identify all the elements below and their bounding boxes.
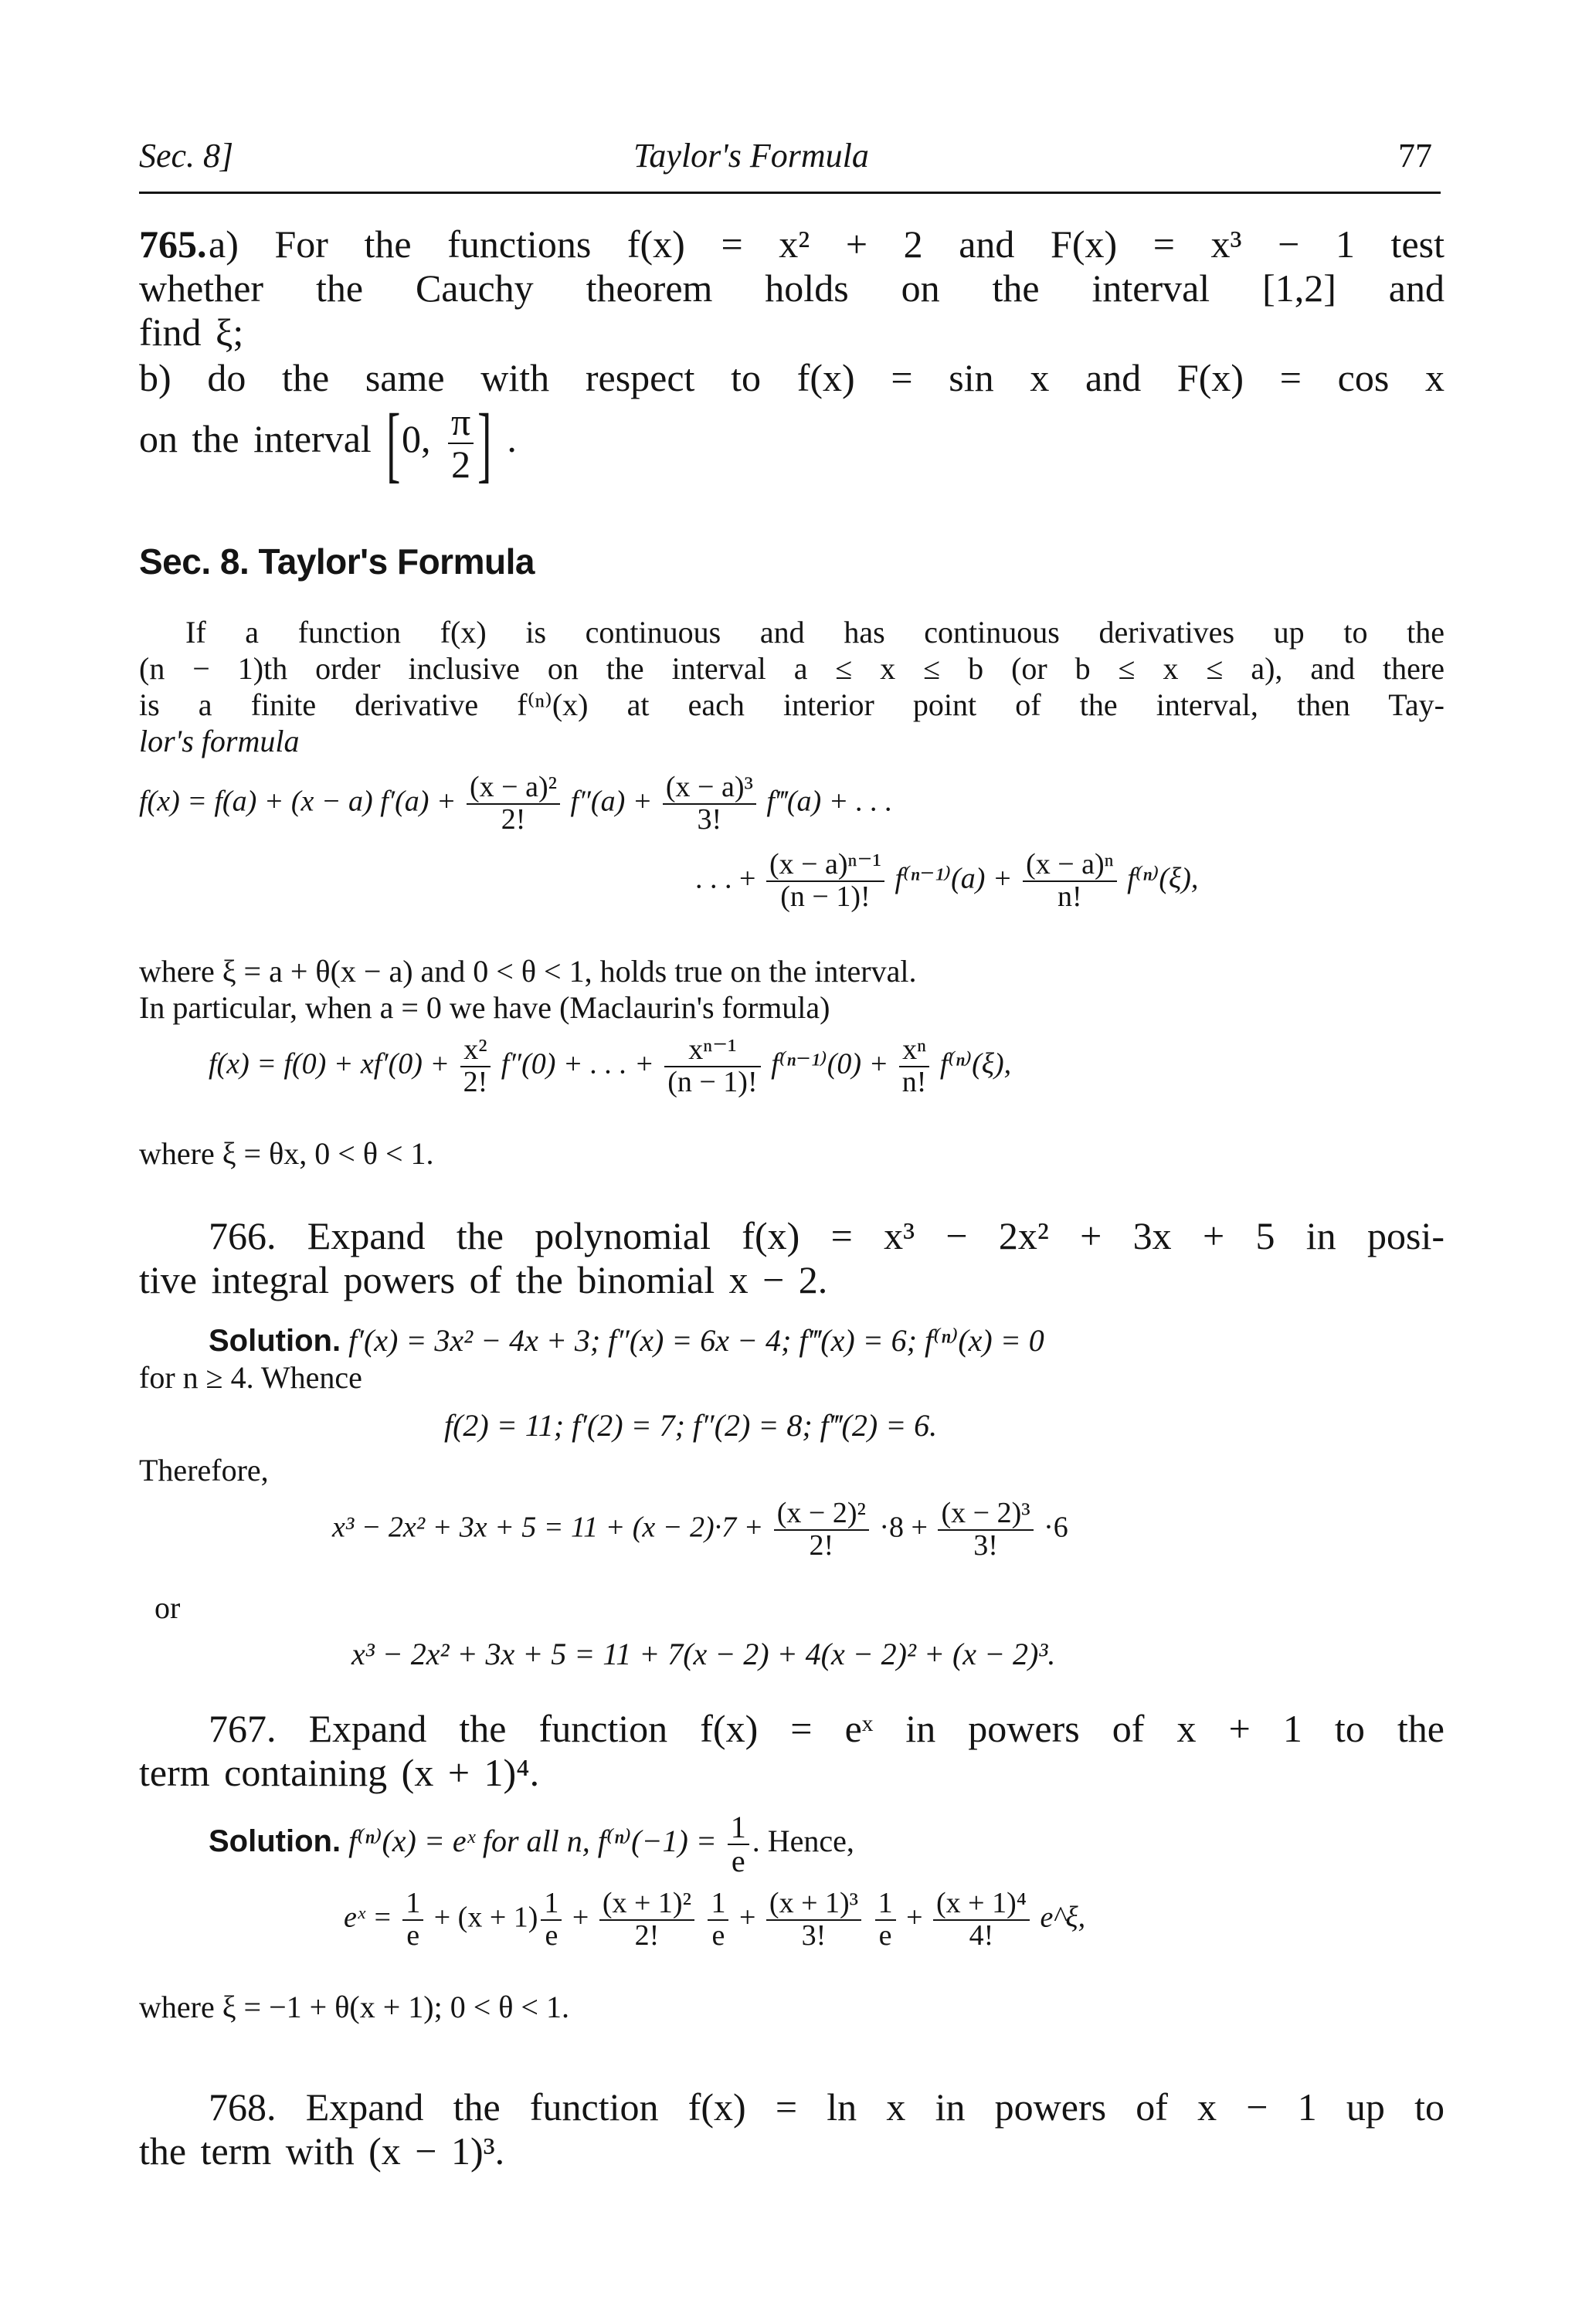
problem-766-line1: 766. Expand the polynomial f(x) = x³ − 2x² + 3x + 5 in posi- [209, 1214, 1445, 1257]
header-rule [139, 192, 1441, 194]
theory-line2: (n − 1)th order inclusive on the interval a ≤ x ≤ b (or b ≤ x ≤ a), and there [139, 651, 1445, 686]
pi-over-two-fraction: $\frac{\pi}{2}$ [448, 402, 474, 484]
theory-line3: is a finite derivative f⁽ⁿ⁾(x) at each interior point of the interval, then Tay- [139, 687, 1445, 722]
problem-766-or: or [154, 1590, 181, 1625]
problem-765-line4: b) do the same with respect to f(x) = sin x and F(x) = cos x [139, 356, 1445, 399]
section-heading: Sec. 8. Taylor's Formula [139, 541, 535, 582]
problem-768-line2: the term with (x − 1)³. [139, 2129, 505, 2173]
problem-767-where: where ξ = −1 + θ(x + 1); 0 < θ < 1. [139, 1990, 569, 2024]
problem-766-line2: tive integral powers of the binomial x − 2. [139, 1258, 828, 1301]
problem-765-line3: find ξ; [139, 310, 244, 354]
problem-766-equation1: x³ − 2x² + 3x + 5 = 11 + (x − 2)·7 + $\frac{\text{(x − 2)²}}{2!}$ ·8 + $\frac{\text{(x − 2)³}}{3!}$ ·6 [332, 1497, 1068, 1562]
problem-766-values: f(2) = 11; f′(2) = 7; f″(2) = 8; f‴(2) = 6. [444, 1408, 938, 1443]
theory-where1: where ξ = a + θ(x − a) and 0 < θ < 1, holds true on the interval. [139, 954, 917, 989]
solution-label: Solution. [209, 1824, 341, 1859]
interval-label: on the interval [139, 416, 372, 460]
problem-765-line2: whether the Cauchy theorem holds on the interval [1,2] and [139, 266, 1445, 310]
running-header-title: Taylor's Formula [633, 137, 869, 175]
problem-766-equation2: x³ − 2x² + 3x + 5 = 11 + 7(x − 2) + 4(x − 2)² + (x − 2)³. [351, 1637, 1056, 1671]
problem-765-line1: a) For the functions f(x) = x² + 2 and F(x) = x³ − 1 test [209, 222, 1445, 266]
theory-line4: lor's formula [139, 724, 300, 758]
problem-765-number: 765. [139, 222, 207, 266]
left-bracket: [ [386, 395, 401, 490]
theory-where2: where ξ = θx, 0 < θ < 1. [139, 1136, 434, 1171]
problem-766-therefore: Therefore, [139, 1453, 269, 1488]
theory-line1: If a function f(x) is continuous and has continuous derivatives up to the [185, 615, 1445, 650]
interval-end: . [507, 416, 517, 460]
right-bracket: ] [477, 395, 492, 490]
page-number: 77 [1398, 137, 1432, 175]
problem-766-solution-line2: for n ≥ 4. Whence [139, 1360, 362, 1395]
problem-766-solution-line1: Solution. f′(x) = 3x² − 4x + 3; f″(x) = 6x − 4; f‴(x) = 6; f⁽ⁿ⁾(x) = 0 [209, 1323, 1044, 1358]
taylor-formula-line2: . . . + $\frac{\text{(x − a)ⁿ⁻¹}}{(n - 1)!}$ f⁽ⁿ⁻¹⁾(a) + $\frac{\text{(x − a)ⁿ}}{n!}$ f⁽ⁿ⁾(ξ), [695, 848, 1199, 913]
solution-label: Solution. [209, 1324, 341, 1358]
maclaurin-formula: f(x) = f(0) + xf′(0) + $\frac{\text{x²}}{2!}$ f″(0) + . . . + $\frac{\text{xⁿ⁻¹}}{(n - 1)!}$ f⁽ⁿ⁻¹⁾(0) + $\frac{\text{xⁿ}}{n!}$ f⁽ⁿ⁾(ξ), [209, 1033, 1012, 1098]
interval-zero: 0, [401, 416, 431, 460]
problem-767-expansion: eˣ = $\frac{1}{e}$ + (x + 1) $\frac{1}{e}$ + $\frac{\text{(x + 1)²}}{2!}$ $\frac{1}{e}$ + $\frac{\text{(x + 1)³}}{3!}$ $\frac{1}{e}$ + $\frac{\text{(x + 1)⁴}}{4!}$ e^ξ, [344, 1887, 1086, 1952]
taylor-formula-line1: f(x) = f(a) + (x − a) f′(a) + $\frac{\text{(x − a)²}}{2!}$ f″(a) + $\frac{\text{(x − a)³}}{3!}$ f‴(a) + . . . [139, 771, 893, 836]
problem-767-solution: Solution. f⁽ⁿ⁾(x) = eˣ for all n, f⁽ⁿ⁾(−1) = $\frac{1}{e}$ . Hence, [209, 1810, 854, 1878]
problem-765-line5 [139, 395, 517, 490]
problem-767-line2: term containing (x + 1)⁴. [139, 1751, 540, 1794]
problem-767-line1: 767. Expand the function f(x) = eˣ in powers of x + 1 to the [209, 1707, 1445, 1750]
theory-particular: In particular, when a = 0 we have (Maclaurin's formula) [139, 990, 830, 1025]
running-header-section: Sec. 8] [139, 137, 234, 175]
problem-768-line1: 768. Expand the function f(x) = ln x in powers of x − 1 up to [209, 2085, 1445, 2129]
